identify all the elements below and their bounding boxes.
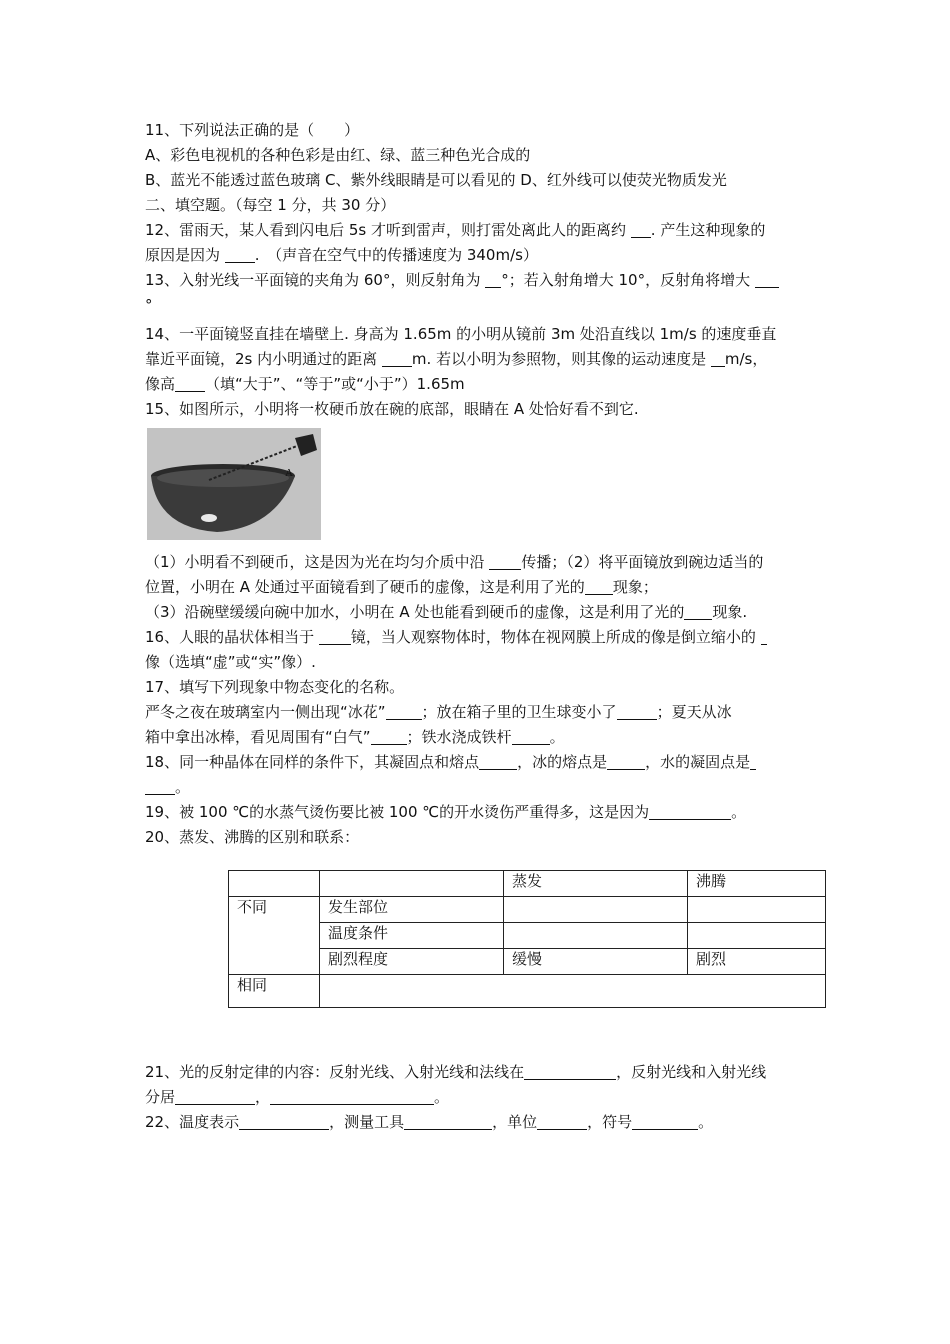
table-cell: 剧烈 — [688, 949, 826, 975]
q19-text: 19、被 100 ℃的水蒸气烫伤要比被 100 ℃的开水烫伤严重得多，这是因为 — [145, 803, 650, 821]
q18-text: 。 — [175, 778, 191, 796]
q16-blank-image[interactable] — [761, 628, 767, 645]
q17-blank-3[interactable] — [371, 728, 407, 745]
q14-text: 像高 — [145, 375, 176, 393]
q22-blank-4[interactable] — [632, 1113, 698, 1130]
q19-text: 。 — [731, 803, 747, 821]
q15-text: 现象. — [712, 603, 748, 621]
q22-text: ，符号 — [587, 1113, 633, 1131]
table-label-different: 不同 — [229, 897, 320, 975]
q15-blank-2[interactable] — [585, 578, 613, 595]
q21-text: 。 — [434, 1088, 450, 1106]
q21-blank-3[interactable] — [270, 1088, 434, 1105]
q16-text: 镜，当人观察物体时，物体在视网膜上所成的像是倒立缩小的 — [350, 628, 756, 646]
table-cell[interactable] — [688, 923, 826, 949]
q11-option-a: A、彩色电视机的各种色彩是由红、绿、蓝三种色光合成的 — [145, 146, 531, 164]
q18-blank-1[interactable] — [479, 753, 517, 770]
q13-blank-increase[interactable] — [755, 271, 779, 288]
q17-text: 严冬之夜在玻璃室内一侧出现“冰花” — [145, 703, 386, 721]
q17-text: 箱中拿出冰棒，看见周围有“白气” — [145, 728, 371, 746]
q18-text: ，冰的熔点是 — [517, 753, 608, 771]
q15-text: 位置，小明在 A 处通过平面镜看到了硬币的虚像，这是利用了光的 — [145, 578, 585, 596]
q11-stem: 11、下列说法正确的是（ ） — [145, 121, 360, 139]
q14-blank-height[interactable] — [175, 375, 205, 392]
q17-text: ；放在箱子里的卫生球变小了 — [421, 703, 617, 721]
table-cell — [229, 871, 320, 897]
table-cell — [320, 871, 504, 897]
q21-text: ， — [255, 1088, 271, 1106]
q13-text: °；若入射角增大 10°，反射角将增大 — [501, 271, 751, 289]
q14-text: 靠近平面镜，2s 内小明通过的距离 — [145, 350, 378, 368]
q22-text: ，单位 — [492, 1113, 538, 1131]
q15-text: （3）沿碗壁缓缓向碗中加水，小明在 A 处也能看到硬币的虚像，这是利用了光的 — [145, 603, 685, 621]
q18-blank-3[interactable] — [750, 753, 756, 770]
q17-blank-2[interactable] — [617, 703, 657, 720]
q16-line-2: 像（选填“虚”或“实”像）. — [145, 653, 316, 671]
q15-blank-1[interactable] — [489, 553, 521, 570]
q15-blank-3[interactable] — [684, 603, 712, 620]
q13-blank-angle[interactable] — [485, 271, 501, 288]
q15-text: 现象； — [612, 578, 658, 596]
q17-line-2 — [145, 725, 815, 750]
q15-line-3 — [145, 600, 815, 625]
q16-text: 16、人眼的晶状体相当于 — [145, 628, 315, 646]
bowl-coin-figure — [147, 428, 321, 540]
q12-line-1 — [145, 218, 815, 243]
q12-blank-reason[interactable] — [225, 246, 255, 263]
table-cell[interactable] — [688, 897, 826, 923]
table-cell[interactable] — [504, 923, 688, 949]
table-row — [229, 871, 826, 897]
q16-line-1 — [145, 625, 815, 650]
coin-icon — [201, 514, 217, 522]
q13-text: 13、入射光线一平面镜的夹角为 60°，则反射角为 — [145, 271, 481, 289]
q18-line-1 — [145, 750, 815, 775]
q12-text: 原因是因为 — [145, 246, 221, 264]
q21-text: ，反射光线和入射光线 — [616, 1063, 767, 1081]
q15-line-1 — [145, 550, 815, 575]
q15-text: （1）小明看不到硬币，这是因为光在均匀介质中沿 — [145, 553, 485, 571]
q21-line-2 — [145, 1085, 815, 1110]
q22-blank-3[interactable] — [537, 1113, 587, 1130]
table-header-boiling: 沸腾 — [688, 871, 826, 897]
q13-line-1 — [145, 268, 815, 293]
q17-text: ；铁水浇成铁杆 — [406, 728, 512, 746]
q18-blank-3-cont[interactable] — [145, 778, 175, 795]
table-row-label: 温度条件 — [320, 923, 504, 949]
figure-label-a: A — [285, 467, 293, 479]
q17-text: ；夏天从冰 — [656, 703, 732, 721]
table-cell[interactable] — [504, 897, 688, 923]
q17-blank-4[interactable] — [512, 728, 550, 745]
table-row — [229, 897, 826, 923]
table-cell: 缓慢 — [504, 949, 688, 975]
q17-line-1 — [145, 700, 815, 725]
q15-text: 传播；（2）将平面镜放到碗边适当的 — [521, 553, 764, 571]
exam-page — [145, 118, 815, 850]
q14-line-1: 14、一平面镜竖直挂在墙壁上. 身高为 1.65m 的小明从镜前 3m 处沿直线以 1m/s 的速度垂直 — [145, 325, 777, 343]
table-row — [229, 975, 826, 1008]
q21-blank-1[interactable] — [524, 1063, 616, 1080]
q22-text: ，测量工具 — [329, 1113, 405, 1131]
q12-text: 12、雷雨天，某人看到闪电后 5s 才听到雷声，则打雷处离此人的距离约 — [145, 221, 626, 239]
table-label-same: 相同 — [229, 975, 320, 1008]
q14-line-3 — [145, 372, 815, 397]
q14-text: m. 若以小明为参照物，则其像的运动速度是 — [411, 350, 707, 368]
q22-line — [145, 1110, 815, 1135]
section-2-heading: 二、填空题。（每空 1 分，共 30 分） — [145, 196, 396, 214]
q22-text: 22、温度表示 — [145, 1113, 240, 1131]
q16-blank-lens[interactable] — [319, 628, 351, 645]
q18-text: 18、同一种晶体在同样的条件下，其凝固点和熔点 — [145, 753, 480, 771]
q12-line-2 — [145, 243, 815, 268]
q13-line-2: ° — [145, 296, 153, 314]
q14-text: （填“大于”、“等于”或“小于”）1.65m — [205, 375, 465, 393]
q21-blank-2[interactable] — [175, 1088, 255, 1105]
exam-page-continued — [145, 1060, 815, 1135]
table-cell-same[interactable] — [320, 975, 826, 1008]
q12-blank-distance[interactable] — [631, 221, 651, 238]
q22-blank-1[interactable] — [239, 1113, 329, 1130]
q12-text: . （声音在空气中的传播速度为 340m/s） — [254, 246, 538, 264]
q22-blank-2[interactable] — [404, 1113, 492, 1130]
q15-stem: 15、如图所示，小明将一枚硬币放在碗的底部，眼睛在 A 处恰好看不到它. — [145, 400, 639, 418]
q21-text: 21、光的反射定律的内容：反射光线、入射光线和法线在 — [145, 1063, 525, 1081]
table-header-evaporation: 蒸发 — [504, 871, 688, 897]
q22-text: 。 — [698, 1113, 714, 1131]
q18-blank-2[interactable] — [607, 753, 645, 770]
q19-line — [145, 800, 815, 825]
q17-blank-1[interactable] — [386, 703, 422, 720]
q14-blank-distance[interactable] — [382, 350, 412, 367]
q12-text: . 产生这种现象的 — [650, 221, 766, 239]
evaporation-boiling-table — [228, 870, 826, 1008]
q17-text: 。 — [549, 728, 565, 746]
q19-blank[interactable] — [649, 803, 731, 820]
q14-blank-speed[interactable] — [711, 350, 725, 367]
q21-text: 分居 — [145, 1088, 176, 1106]
q21-line-1 — [145, 1060, 815, 1085]
table-row-label: 剧烈程度 — [320, 949, 504, 975]
q14-text: m/s， — [724, 350, 768, 368]
q20-stem: 20、蒸发、沸腾的区别和联系： — [145, 828, 360, 846]
q17-stem: 17、填写下列现象中物态变化的名称。 — [145, 678, 405, 696]
q15-line-2 — [145, 575, 815, 600]
table-row-label: 发生部位 — [320, 897, 504, 923]
q18-line-2 — [145, 775, 815, 800]
q14-line-2 — [145, 347, 815, 372]
q18-text: ，水的凝固点是 — [645, 753, 751, 771]
q11-options-bcd: B、蓝光不能透过蓝色玻璃 C、紫外线眼睛是可以看见的 D、红外线可以使荧光物质发光 — [145, 171, 727, 189]
